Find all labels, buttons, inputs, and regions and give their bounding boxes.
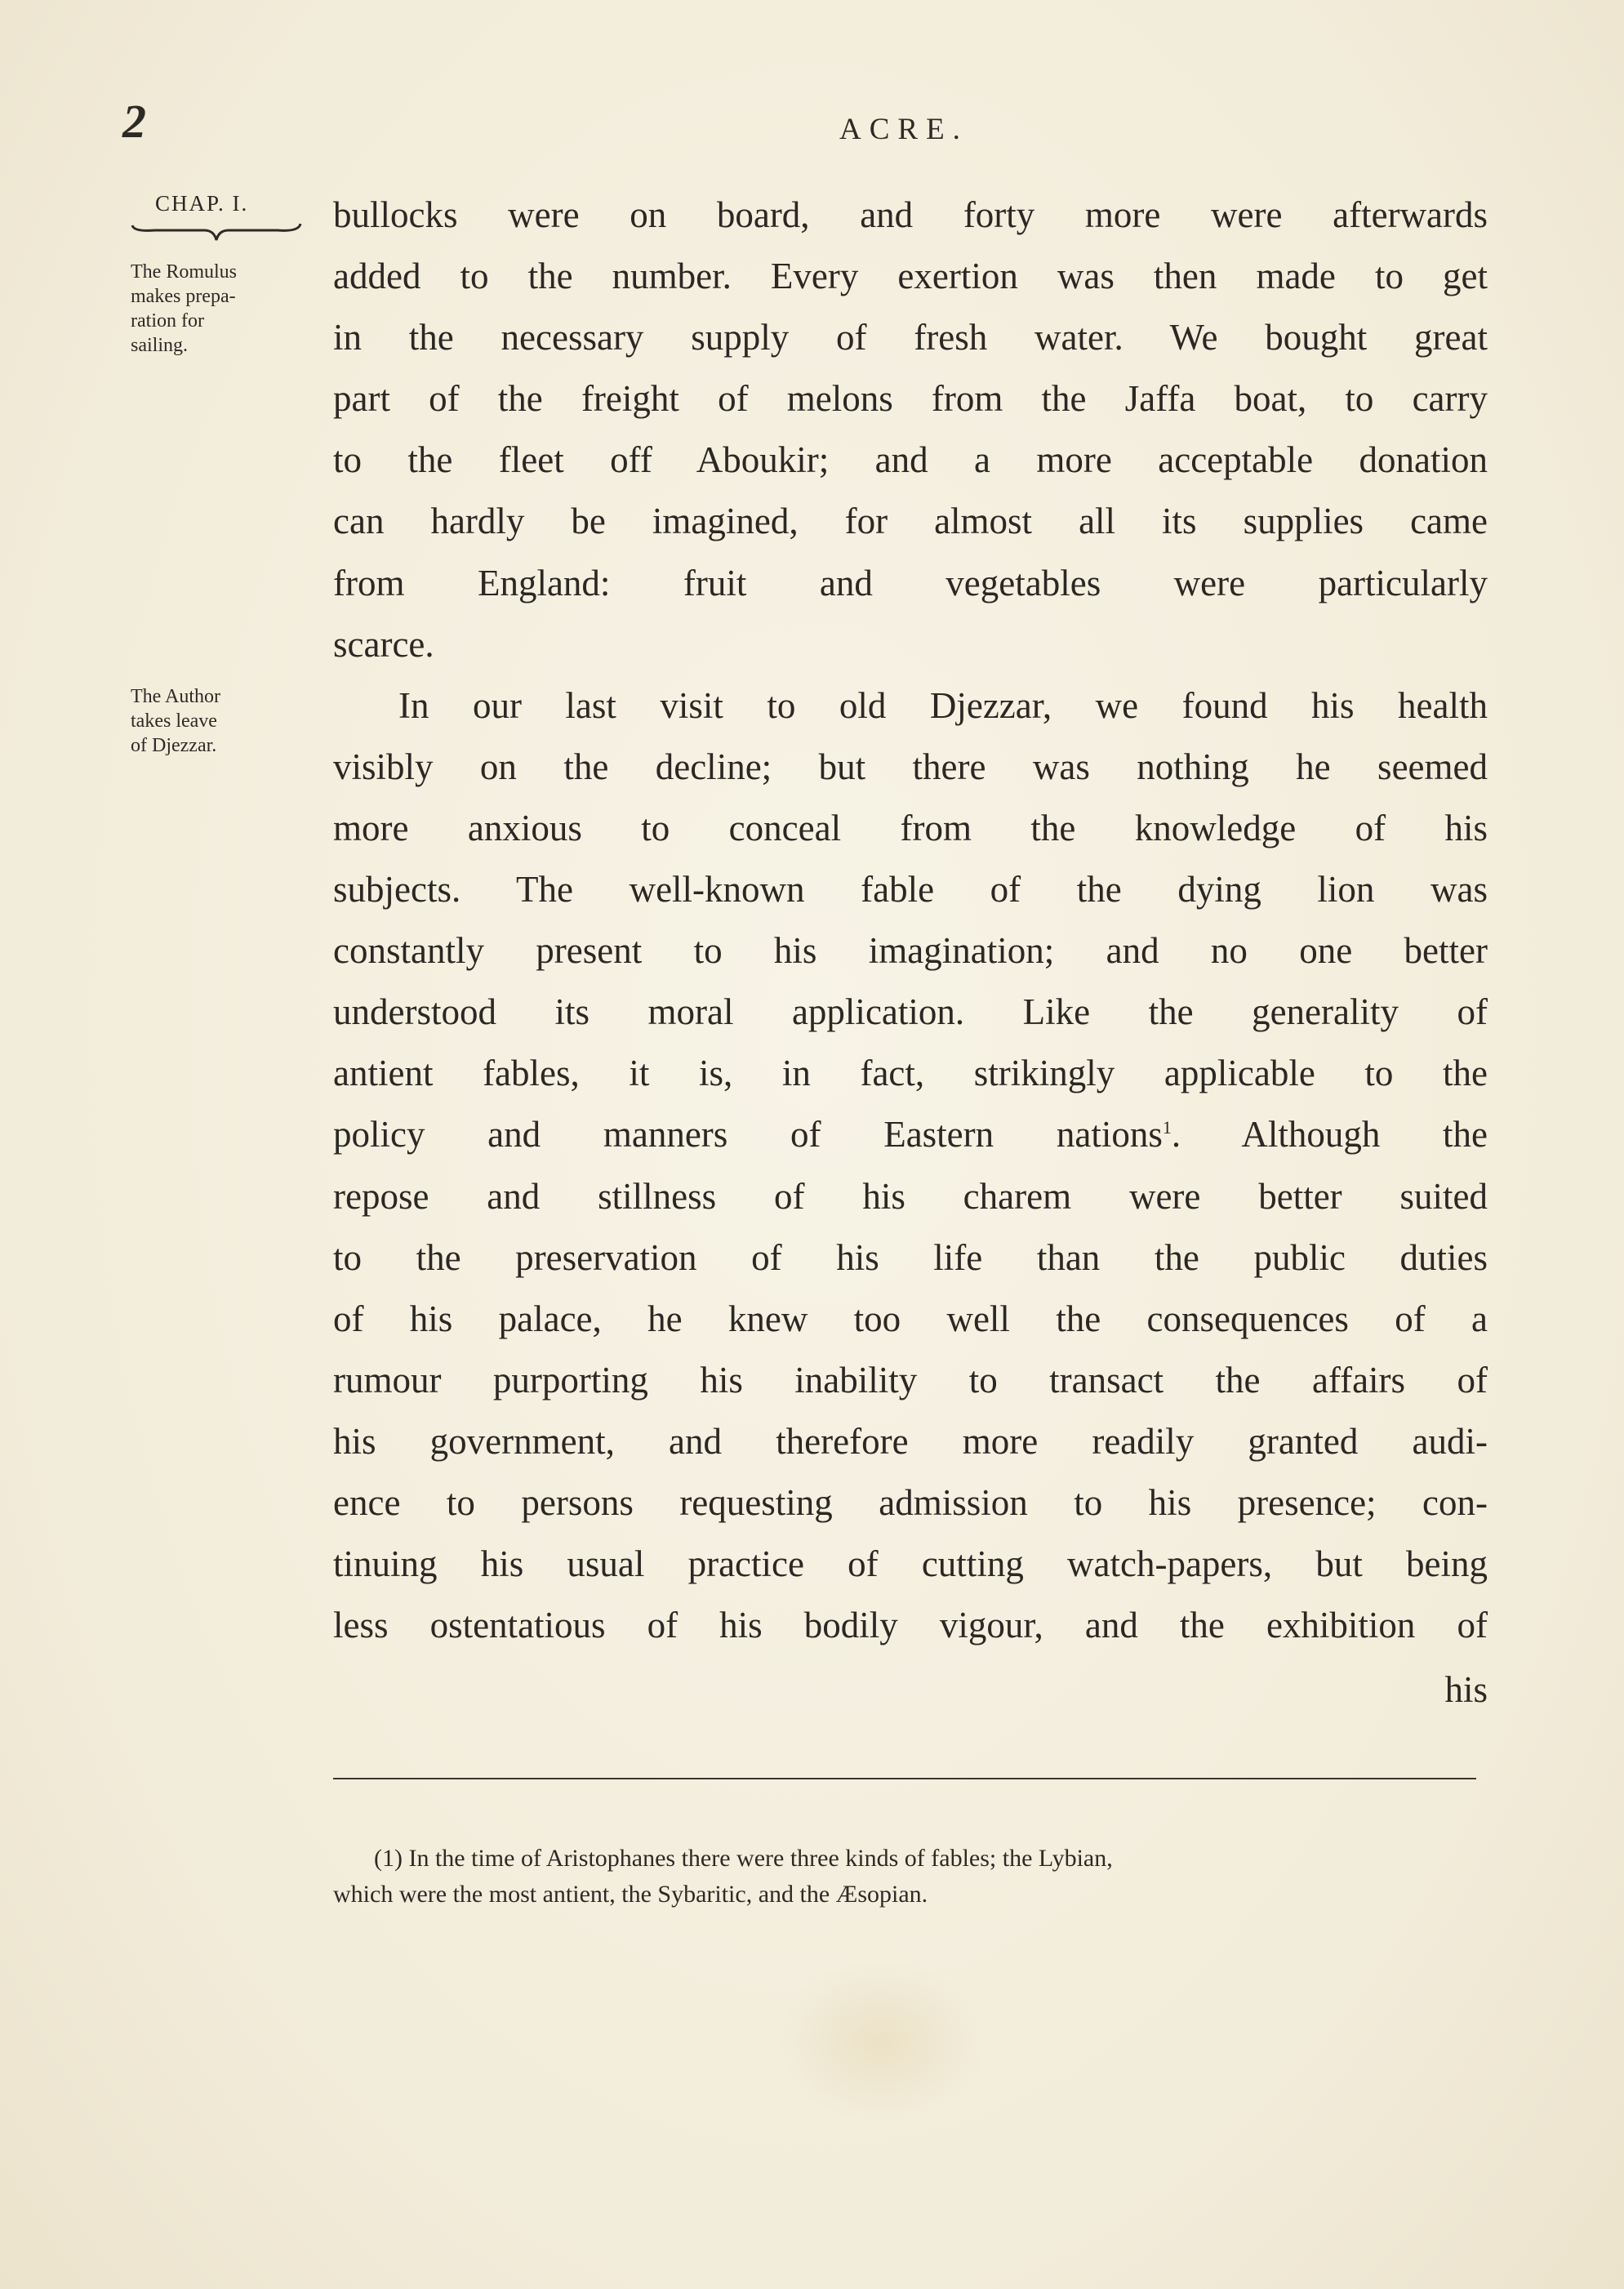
text-line: visibly on the decline; but there was nothing he seemed <box>333 746 1488 787</box>
footnote-marker: 1 <box>1162 1117 1172 1138</box>
text-line: less ostentatious of his bodily vigour, and the exhibition of <box>333 1605 1488 1646</box>
text-line: bullocks were on board, and forty more were afterwards <box>333 194 1488 235</box>
body-text <box>333 185 1488 1656</box>
text-segment: . Although the <box>1171 1114 1488 1156</box>
text-line: to the fleet off Aboukir; and a more acceptable donation <box>333 439 1488 481</box>
footnote <box>333 1841 1488 1913</box>
text-line: constantly present to his imagination; and no one better <box>333 930 1488 972</box>
catchword-row <box>333 1659 1488 1721</box>
sidenote-line: The Romulus <box>131 261 237 283</box>
chapter-label: CHAP. I. <box>155 191 249 216</box>
text-line: from England: fruit and vegetables were particularly <box>333 562 1488 603</box>
text-line: his government, and therefore more readily granted audi- <box>333 1420 1488 1462</box>
chapter-brace-icon <box>131 220 302 245</box>
text-line: scarce. <box>333 623 434 665</box>
sidenote-line: sailing. <box>131 335 188 356</box>
text-line: antient fables, it is, in fact, strikingly applicable to the <box>333 1053 1488 1094</box>
text-segment: policy and manners of Eastern nations <box>333 1114 1163 1156</box>
running-head: ACRE. <box>839 113 968 146</box>
text-line: subjects. The well-known fable of the dying lion was <box>333 869 1488 911</box>
paper-stain <box>776 1960 988 2123</box>
sidenote-author <box>131 684 310 758</box>
text-line: part of the freight of melons from the Jaffa boat, to carry <box>333 378 1488 420</box>
sidenote-line: The Author <box>131 686 220 707</box>
text-line: tinuing his usual practice of cutting watch-papers, but being <box>333 1543 1488 1585</box>
text-line: In our last visit to old Djezzar, we found his health <box>398 684 1488 726</box>
text-line: ence to persons requesting admission to his presence; con- <box>333 1481 1488 1523</box>
sidenote-line: takes leave <box>131 710 217 732</box>
text-line: rumour purporting his inability to transact the affairs of <box>333 1359 1488 1401</box>
sidenote-line: makes prepa- <box>131 286 236 307</box>
page-number: 2 <box>122 95 146 148</box>
sidenote-romulus <box>131 260 310 358</box>
text-line: understood its moral application. Like the generality of <box>333 991 1488 1033</box>
text-line: added to the number. Every exertion was then made to get <box>333 256 1488 297</box>
footnote-text: In the time of Aristophanes there were three kinds of fables; the Lybian, <box>408 1845 1113 1872</box>
footnote-line <box>333 1841 1488 1877</box>
text-line: in the necessary supply of fresh water. We bought great <box>333 317 1488 358</box>
text-line: repose and stillness of his charem were better suited <box>333 1175 1488 1217</box>
sidenote-line: ration for <box>131 310 204 332</box>
footnote-rule <box>333 1778 1476 1779</box>
text-line: more anxious to conceal from the knowledge of his <box>333 807 1488 848</box>
catchword: his <box>1444 1669 1488 1710</box>
footnote-line: which were the most antient, the Sybaritic, and the Æsopian. <box>333 1881 928 1908</box>
text-line: can hardly be imagined, for almost all its supplies came <box>333 501 1488 542</box>
text-line-with-note <box>333 1104 1488 1165</box>
footnote-number: (1) <box>374 1845 403 1872</box>
sidenote-line: of Djezzar. <box>131 735 217 756</box>
text-line: of his palace, he knew too well the consequences of a <box>333 1298 1488 1339</box>
text-line: to the preservation of his life than the public duties <box>333 1236 1488 1278</box>
